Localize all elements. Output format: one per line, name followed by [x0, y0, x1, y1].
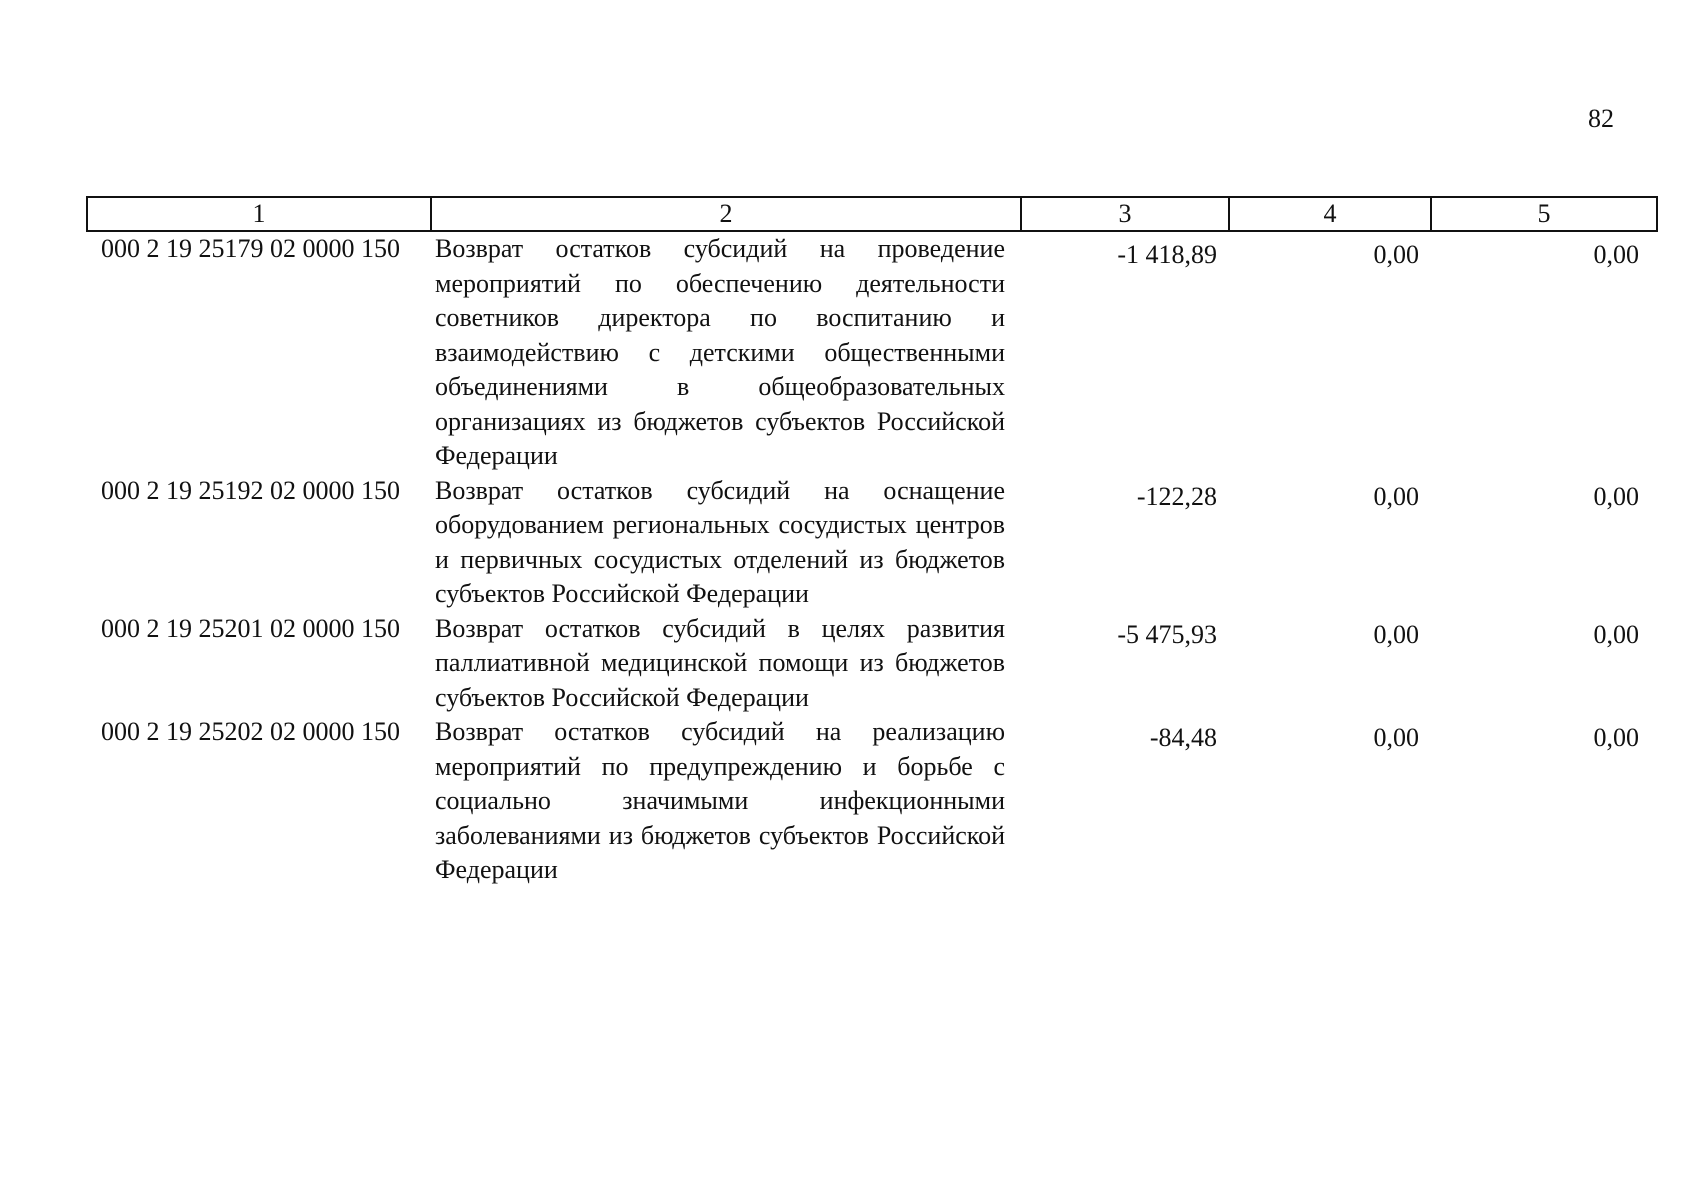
- budget-code-cell: 000 2 19 25179 02 0000 150: [101, 234, 400, 263]
- budget-code-cell: 000 2 19 25202 02 0000 150: [101, 717, 400, 746]
- amount-col-3-cell: -84,48: [1149, 723, 1217, 752]
- amount-col-5-cell: 0,00: [1593, 619, 1639, 649]
- page-number: 82: [1588, 104, 1614, 133]
- amount-col-3-cell: -122,28: [1136, 481, 1217, 511]
- header-row: [87, 197, 1657, 231]
- table-row: [87, 715, 1657, 888]
- table-body: [87, 231, 1657, 888]
- amount-col-4-cell: 0,00: [1373, 619, 1419, 649]
- header-col-4: 4: [1229, 197, 1431, 231]
- header-col-3: 3: [1021, 197, 1229, 231]
- amount-col-4-cell: 0,00: [1373, 481, 1419, 511]
- description-cell: Возврат остатков субсидий на оснащение оборудованием региональных сосудистых центров и первичных сосудистых отделений из бюджетов субъектов Российской Федерации: [435, 475, 1005, 608]
- table-row: [87, 231, 1657, 474]
- table-row: [87, 474, 1657, 612]
- table-header: [87, 197, 1657, 231]
- header-col-2: 2: [431, 197, 1021, 231]
- amount-col-4-cell: 0,00: [1373, 723, 1419, 752]
- budget-code-cell: 000 2 19 25201 02 0000 150: [101, 613, 400, 643]
- description-cell: Возврат остатков субсидий на реализацию мероприятий по предупреждению и борьбе с социально значимыми инфекционными заболеваниями из бюджетов субъектов Российской Федерации: [435, 717, 1005, 884]
- amount-col-5-cell: 0,00: [1593, 240, 1639, 269]
- amount-col-5-cell: 0,00: [1593, 723, 1639, 752]
- description-cell: Возврат остатков субсидий в целях развития паллиативной медицинской помощи из бюджетов субъектов Российской Федерации: [435, 613, 1005, 712]
- header-col-5: 5: [1431, 197, 1657, 231]
- amount-col-3-cell: -1 418,89: [1117, 240, 1217, 269]
- amount-col-4-cell: 0,00: [1373, 240, 1419, 269]
- description-cell: Возврат остатков субсидий на проведение мероприятий по обеспечению деятельности советников директора по воспитанию и взаимодействию с детскими общественными объединениями в общеобразовательных организациях из бюджетов субъектов Российской Федерации: [435, 234, 1005, 470]
- budget-table: [86, 196, 1658, 888]
- amount-col-3-cell: -5 475,93: [1117, 619, 1217, 649]
- table-row: [87, 612, 1657, 716]
- amount-col-5-cell: 0,00: [1593, 481, 1639, 511]
- header-col-1: 1: [87, 197, 431, 231]
- budget-code-cell: 000 2 19 25192 02 0000 150: [101, 475, 400, 505]
